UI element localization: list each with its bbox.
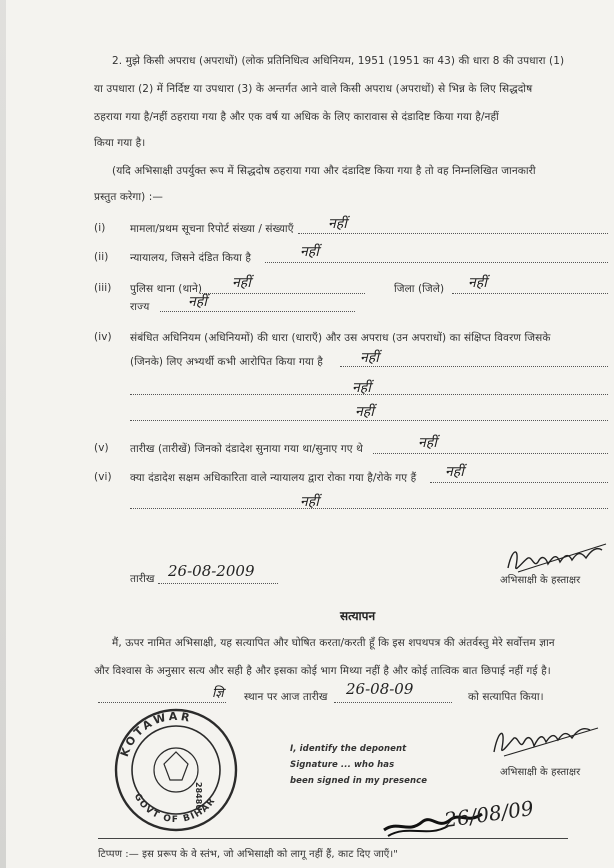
section2-note1: (यदि अभिसाक्षी उपर्युक्त रूप में सिद्धदोष ठहराया गया और दंडादिष्ट किया गया है तो वह निम्नलिखित जानकारी: [112, 165, 536, 177]
item-iv-answer1: नहीं: [352, 380, 371, 396]
signature-caption-2: अभिसाक्षी के हस्ताक्षर: [500, 767, 581, 778]
verification-place-hand: ज्ञि: [212, 686, 224, 701]
svg-text:KOTAWAR: [118, 710, 194, 759]
official-seal: [112, 706, 240, 834]
item-vi-number: (vi): [94, 471, 112, 483]
date-label: तारीख: [130, 573, 155, 585]
seal-inner-text: GOVT OF BIHAR: [131, 792, 218, 826]
item-iii-state-line: [160, 311, 355, 312]
item-ii-answer: नहीं: [300, 244, 319, 260]
scan-edge: [0, 0, 6, 868]
verification-place-label: स्थान पर आज तारीख: [244, 691, 328, 703]
section2-line3: ठहराया गया है/नहीं ठहराया गया है और एक वर्ष या अधिक के लिए कारावास से दंडादिष्ट किया गया है/नहीं: [94, 111, 499, 123]
verification-title: सत्यापन: [340, 609, 376, 623]
item-v-number: (v): [94, 442, 109, 454]
item-iii-district-label: जिला (जिले): [394, 283, 445, 295]
item-iv-line2: (जिनके) लिए अभ्यर्थी कभी आरोपित किया गया है: [130, 356, 323, 368]
identification-line3: been signed in my presence: [290, 776, 428, 786]
item-iv-answer2: नहीं: [355, 404, 374, 420]
date-line: [158, 583, 278, 584]
deponent-signature-2: [486, 720, 604, 762]
verification-place-line: [98, 702, 226, 703]
item-i-answer: नहीं: [328, 216, 347, 232]
item-ii-line: [265, 262, 608, 263]
officer-date: 26/08/09: [442, 795, 536, 833]
item-i-label: मामला/प्रथम सूचना रिपोर्ट संख्या / संख्याएँ: [130, 223, 294, 235]
item-vi-answer2: नहीं: [300, 494, 319, 510]
item-iv-answer3: नहीं: [360, 350, 379, 366]
identification-line2: Signature ... who has: [290, 760, 395, 770]
item-iv-number: (iv): [94, 331, 112, 343]
item-iv-line-a: [340, 366, 608, 367]
item-v-line: [373, 453, 608, 454]
item-iv-line-c: [130, 420, 608, 421]
item-iv-line-b: [130, 394, 608, 395]
section2-line2: या उपधारा (2) में निर्दिष्ट या उपधारा (3) के अन्तर्गत आने वाले किसी अपराध (अपराधों) से भिन्न के लिए सिद्धदोष: [94, 83, 533, 95]
seal-outer-text: KOTAWAR: [117, 709, 194, 759]
item-v-answer: नहीं: [418, 435, 437, 451]
section2-line4: किया गया है।: [94, 137, 146, 149]
footnote-rule: [98, 838, 568, 839]
item-vi-line: [430, 482, 608, 483]
item-ii-number: (ii): [94, 251, 109, 263]
verification-line2: और विश्वास के अनुसार सत्य और सही है और इसका कोई भाग मिथ्या नहीं है और कोई तात्विक बात छिपाई नहीं गई है।: [94, 665, 551, 677]
signature-caption-1: अभिसाक्षी के हस्ताक्षर: [500, 575, 581, 586]
item-iii-district-line: [452, 293, 608, 294]
item-vi-answer: नहीं: [445, 464, 464, 480]
item-iii-police-line: [200, 293, 365, 294]
section2-note2: प्रस्तुत करेगा) :—: [94, 191, 164, 203]
verification-tail: को सत्यापित किया।: [468, 691, 544, 703]
item-i-line: [298, 233, 608, 234]
item-iii-district-answer: नहीं: [468, 275, 487, 291]
seal-number: 2848U: [194, 782, 203, 811]
item-i-number: (i): [94, 222, 106, 234]
item-iii-number: (iii): [94, 282, 112, 294]
identification-line1: I, identify the deponent: [290, 744, 407, 754]
item-iii-police-label: पुलिस थाना (थाने): [130, 283, 203, 295]
item-v-label: तारीख (तारीखें) जिनको दंडादेश सुनाया गया था/सुनाए गए थे: [130, 443, 363, 455]
date-value: 26-08-2009: [168, 562, 255, 580]
verification-date-line: [334, 702, 452, 703]
item-vi-label: क्या दंडादेश सक्षम अधिकारिता वाले न्यायालय द्वारा रोका गया है/रोके गए हैं: [130, 472, 417, 484]
item-iii-state-label: राज्य: [130, 301, 150, 313]
verification-line1: मैं, ऊपर नामित अभिसाक्षी, यह सत्यापित और घोषित करता/करती हूँ कि इस शपथपत्र की अंतर्वस्तु मेरे सर्वोत्तम ज्ञान: [112, 637, 555, 649]
section2-line1: 2. मुझे किसी अपराध (अपराधों) (लोक प्रतिनिधित्व अधिनियम, 1951 (1951 का 43) की धारा 8 की उपधारा (1): [112, 55, 565, 67]
item-iii-state-answer: नहीं: [188, 294, 207, 310]
item-ii-label: न्यायालय, जिसने दंडित किया है: [130, 252, 252, 264]
item-vi-line-b: [130, 508, 608, 509]
item-iii-police-answer: नहीं: [232, 275, 251, 291]
item-iv-line1: संबंधित अधिनियम (अधिनियमों) की धारा (धाराएँ) और उस अपराध (उन अपराधों) का संक्षिप्त विवरण जिसके: [130, 332, 551, 344]
verification-date-hand: 26-08-09: [346, 680, 414, 698]
footnote: टिप्पण :— इस प्ररूप के वे स्तंभ, जो अभिसाक्षी को लागू नहीं हैं, काट दिए जाएँ।": [98, 849, 398, 860]
